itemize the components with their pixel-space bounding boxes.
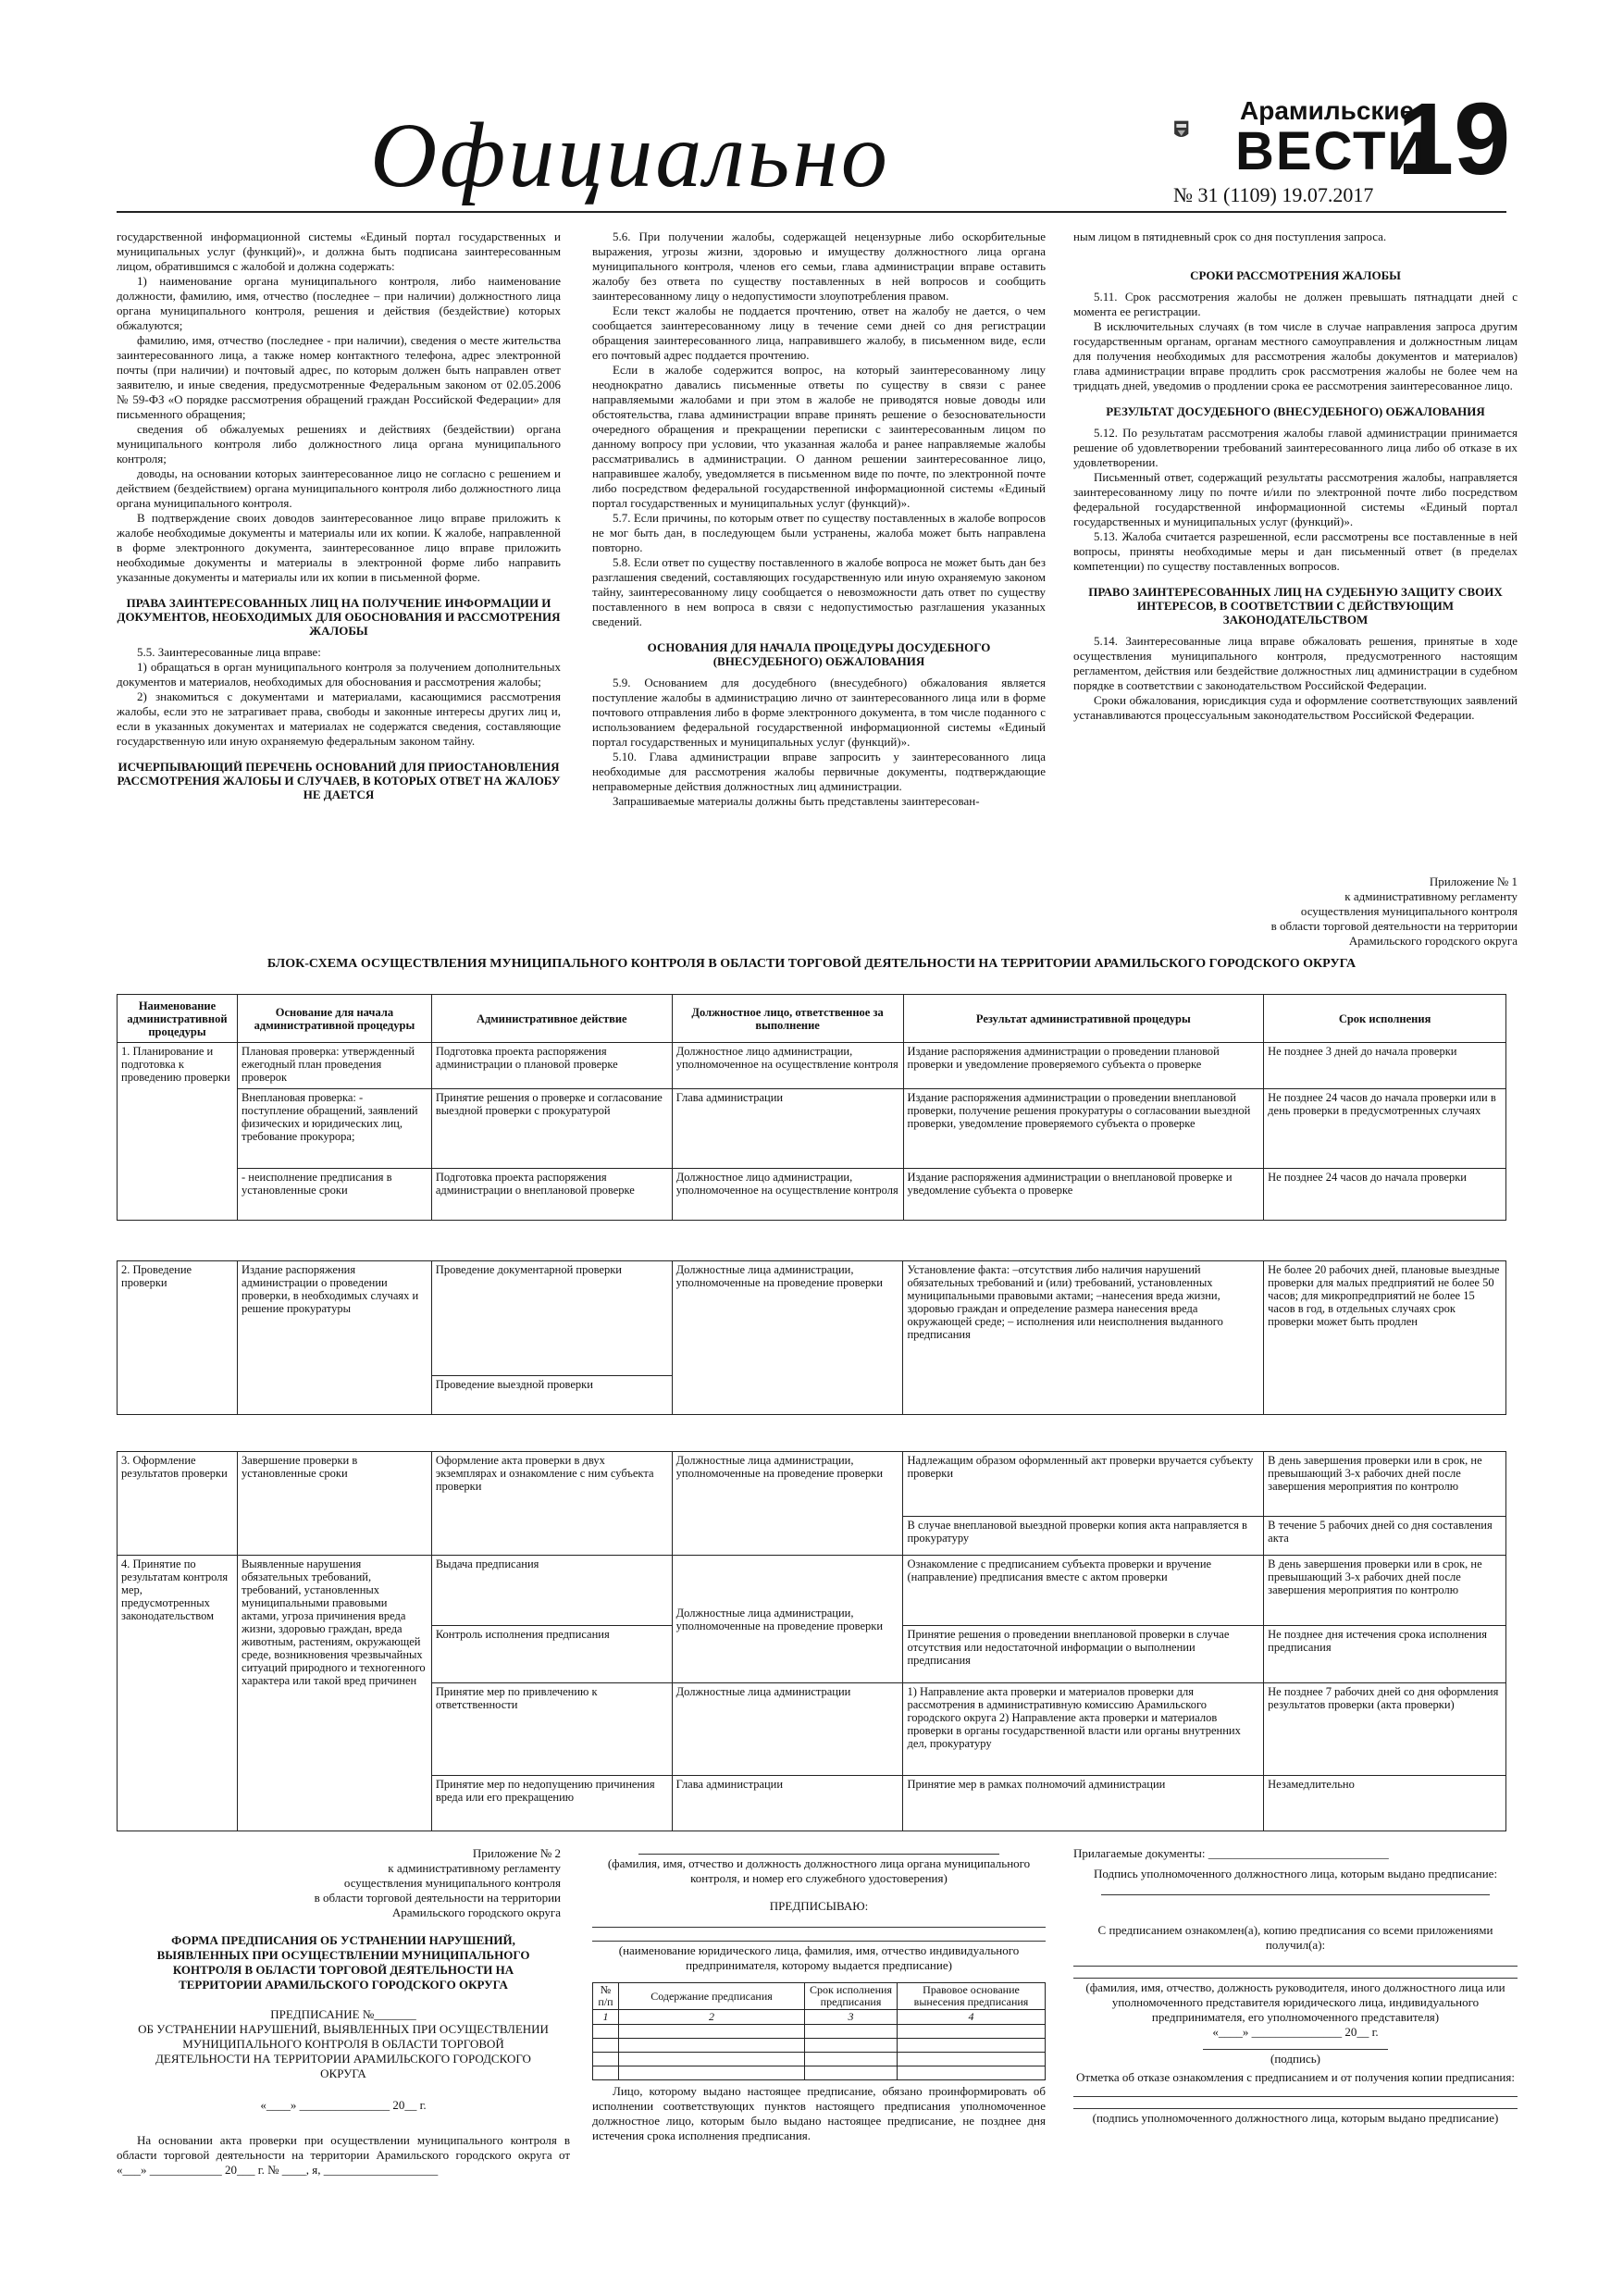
paragraph: ным лицом в пятидневный срок со дня поступления запроса. — [1073, 230, 1387, 243]
order-date: «____» _______________ 20__ г. — [260, 2098, 427, 2112]
procedure-cell: 4. Принятие по результатам контроля мер, предусмотренных законодательством — [118, 1556, 238, 1831]
result-cell: Издание распоряжения администрации о проведении внеплановой проверки, получение решения прокуратуры о согласовании выездной проверки, уведомление проверяемого субъекта о проверке — [903, 1089, 1264, 1169]
blank-line — [638, 1854, 999, 1855]
term-cell: Незамедлительно — [1264, 1776, 1506, 1831]
result-cell: 1) Направление акта проверки и материалов проверки для рассмотрения в административную комиссию Арамильского городского округа 2) Направление акта проверки и материалов проверки в органы государственной власти или органы внутренних дел, прокуратуру — [903, 1683, 1264, 1776]
paragraph: В исключительных случаях (в том числе в случае направления запроса другим государственным органам, органам местного самоуправления и должностным лицам для получения необходимых для рассмотрения жалобы документов и материалов) глава администрации вправе продлить срок рассмотрения жалобы не более чем на тридцать дней, уведомив о продлении срока ее рассмотрения заинтересованное лицо. — [1073, 319, 1518, 392]
section-heading: РЕЗУЛЬТАТ ДОСУДЕБНОГО (ВНЕСУДЕБНОГО) ОБЖАЛОВАНИЯ — [1106, 404, 1485, 418]
header-action: Административное действие — [431, 995, 672, 1043]
appendix-line: осуществления муниципального контроля — [1300, 904, 1518, 918]
paragraph: В подтверждение своих доводов заинтересованное лицо вправе приложить к жалобе необходимые документы и материалы или их копии. К жалобе, направленной в форме электронного документа, заинтересованное лицо вправе приложить необходимые документы и материалы в электронной форме либо направить указанные документы и материалы или их копии в письменной форме. — [117, 511, 561, 584]
appendix-line: Приложение № 1 — [1429, 875, 1518, 888]
header-basis: Основание для начала административной процедуры — [237, 995, 431, 1043]
term-cell: Не позднее 7 рабочих дней со дня оформления результатов проверки (акта проверки) — [1264, 1683, 1506, 1776]
blank-line — [1203, 2049, 1388, 2050]
result-cell: Принятие решения о проведении внеплановой проверки в случае отсутствия или недостаточной информации о выполнении предписания — [903, 1626, 1264, 1683]
action-cell: Подготовка проекта распоряжения администрации о плановой проверке — [431, 1043, 672, 1089]
prescription-signature-block — [1073, 1846, 1518, 2126]
paragraph: 5.11. Срок рассмотрения жалобы не должен превышать пятнадцати дней с момента ее регистрации. — [1073, 290, 1518, 318]
appendix-line: Арамильского городского округа — [391, 1905, 561, 1919]
paragraph: 5.13. Жалоба считается разрешенной, если рассмотрены все поставленные в ней вопросы, приняты необходимые меры и дан письменный ответ (в пределах компетенции) по существу поставленных вопросов. — [1073, 529, 1518, 573]
result-cell: Принятие мер в рамках полномочий администрации — [903, 1776, 1264, 1831]
paragraph: Запрашиваемые материалы должны быть представлены заинтересован- — [613, 794, 980, 808]
appendix-line: в области торговой деятельности на территории — [1270, 919, 1518, 933]
issue-number: № 31 (1109) 19.07.2017 — [1173, 183, 1374, 206]
table-row — [118, 1556, 1506, 1626]
blank-line — [592, 1927, 1046, 1928]
basis-cell: Плановая проверка: утвержденный ежегодный план проведения проверок — [237, 1043, 431, 1089]
column-number: 2 — [619, 2010, 805, 2025]
header-proc: Наименование административной процедуры — [118, 995, 238, 1043]
action-cell: Проведение документарной проверки — [431, 1261, 672, 1376]
column-number: 3 — [805, 2010, 898, 2025]
text-column-2 — [592, 230, 1046, 877]
table-row — [118, 1452, 1506, 1517]
term-cell: Не более 20 рабочих дней, плановые выездные проверки для малых предприятий не более 50 часов; для микропредприятий не более 15 часов в год, в отдельных случаях срок проверки может быть продлен — [1264, 1261, 1506, 1415]
signature-caption: (подпись) — [1270, 2052, 1320, 2066]
flowchart-table-stage-3-4 — [117, 1451, 1506, 1831]
term-cell: В день завершения проверки или в срок, не превышающий 3-х рабочих дней после завершения мероприятия по контролю — [1264, 1556, 1506, 1626]
section-heading: СРОКИ РАССМОТРЕНИЯ ЖАЛОБЫ — [1190, 268, 1401, 282]
paragraph: 5.14. Заинтересованные лица вправе обжаловать решения, принятые в ходе осуществления муниципального контроля, предусмотренного настоящим регламентом, действия или бездействие должностных лиц администрации в судебном порядке в соответствии с законодательством Российской Федерации. — [1073, 634, 1518, 692]
action-cell: Контроль исполнения предписания — [431, 1626, 672, 1683]
blank-line — [1073, 1978, 1518, 1979]
table-row — [118, 1261, 1506, 1376]
result-cell: Надлежащим образом оформленный акт проверки вручается субъекту проверки — [903, 1452, 1264, 1517]
newspaper-city: Арамильские — [1240, 96, 1415, 125]
paragraph: Если в жалобе содержится вопрос, на который заинтересованному лицу неоднократно давались письменные ответы по существу в связи с ранее направляемыми жалобами и при этом в жалобе не приводятся новые доводы или обстоятельства, глава администрации вправе принять решение о безосновательности очередного обращения и прекращении переписки с заинтересованным лицом по данному вопросу при условии, что указанная жалоба и ранее направляемые жалобы рассматривались в администрации. О данном решении заинтересованное лицо, направившее жалобу, уведомляется в письменном виде по почте, по электронной почте либо посредством федеральной государственной информационной системы «Единый портал государственных и муниципальных услуг (функций)». — [592, 363, 1046, 510]
text-column-1 — [117, 230, 561, 877]
result-cell: В случае внеплановой выездной проверки копия акта направляется в прокуратуру — [903, 1517, 1264, 1556]
paragraph: 5.9. Основанием для досудебного (внесудебного) обжалования является поступление жалобы в администрацию лично от заинтересованного лица или в форме почтового отправления либо в форме электронного документа, в том числе поданного с использованием федеральной государственной информационной системы «Единый портал государственных и муниципальных услуг (функций)». — [592, 676, 1046, 749]
order-title: ОБ УСТРАНЕНИИ НАРУШЕНИЙ, ВЫЯВЛЕННЫХ ПРИ ОСУЩЕСТВЛЕНИИ МУНИЦИПАЛЬНОГО КОНТРОЛЯ В ОБЛАСТИ ТОРГОВОЙ ДЕЯТЕЛЬНОСТИ НА ТЕРРИТОРИИ АРАМИЛЬСКОГО ГОРОДСКОГО ОКРУГА — [138, 2022, 549, 2080]
paragraph: 5.10. Глава администрации вправе запросить у заинтересованного лица необходимые для рассмотрения жалобы первичные документы, подтверждающие неправомерные действия должностных лиц администрации. — [592, 750, 1046, 793]
term-cell: Не позднее 3 дней до начала проверки — [1264, 1043, 1506, 1089]
official-signature-caption: (подпись уполномоченного должностного лица, которым выдано предписание) — [1092, 2111, 1499, 2125]
basis-cell: Выявленные нарушения обязательных требований, требований, установленных муниципальными правовыми актами, угроза причинения вреда жизни, здоровью граждан, вреда животным, растениям, окружающей среде, возникновения чрезвычайных ситуаций природного и техногенного характера или такой вред причинен — [237, 1556, 431, 1831]
official-cell: Глава администрации — [672, 1089, 903, 1169]
section-heading: ПРАВА ЗАИНТЕРЕСОВАННЫХ ЛИЦ НА ПОЛУЧЕНИЕ ИНФОРМАЦИИ И ДОКУМЕНТОВ, НЕОБХОДИМЫХ ДЛЯ ОБОСНОВАНИЯ И РАССМОТРЕНИЯ ЖАЛОБЫ — [117, 596, 561, 638]
appendix-line: осуществления муниципального контроля — [343, 1876, 561, 1890]
header-term: Срок исполнения — [1264, 995, 1506, 1043]
table-header-row — [593, 1983, 1046, 2010]
term-cell: Не позднее дня истечения срока исполнения предписания — [1264, 1626, 1506, 1683]
page-number: 19 — [1397, 82, 1511, 196]
table-row — [593, 2066, 1046, 2080]
table-row — [593, 2025, 1046, 2039]
paragraph: 1) наименование органа муниципального контроля, либо наименование должности, фамилию, имя, отчество (последнее – при наличии) должностного лица органа муниципального контроля, решения и действия (бездействие) которых обжалуются; — [117, 274, 561, 332]
header-result: Результат административной процедуры — [903, 995, 1264, 1043]
header-divider — [117, 211, 1506, 213]
prescription-middle-block — [592, 1846, 1046, 2143]
blank-line — [592, 1941, 1046, 1942]
appendix-line: в области торговой деятельности на территории — [314, 1891, 561, 1905]
official-cell: Должностные лица администрации, уполномоченные на проведение проверки — [672, 1261, 903, 1415]
appendix-line: Приложение № 2 — [472, 1846, 561, 1860]
prescription-table — [592, 1982, 1046, 2080]
action-cell: Выдача предписания — [431, 1556, 672, 1626]
paragraph: 5.7. Если причины, по которым ответ по существу поставленных в жалобе вопросов не мог быть дан, в последующем были устранены, жалоба может быть направлена повторно. — [592, 511, 1046, 554]
action-cell: Подготовка проекта распоряжения администрации о внеплановой проверке — [431, 1169, 672, 1221]
result-cell: Издание распоряжения администрации о внеплановой проверке и уведомление субъекта о проверке — [903, 1169, 1264, 1221]
basis-cell: Внеплановая проверка: - поступление обращений, заявлений физических и юридических лиц, требование прокурора; — [237, 1089, 431, 1169]
result-cell: Установление факта: –отсутствия либо наличия нарушений обязательных требований и (или) требований, установленных муниципальными правовыми актами; –нанесения вреда жизни, здоровью граждан и определение размера нанесения вреда окружающей среде; – исполнения или неисполнения выданного предписания — [903, 1261, 1264, 1415]
procedure-cell: 3. Оформление результатов проверки — [118, 1452, 238, 1556]
flowchart-title: БЛОК-СХЕМА ОСУЩЕСТВЛЕНИЯ МУНИЦИПАЛЬНОГО КОНТРОЛЯ В ОБЛАСТИ ТОРГОВОЙ ДЕЯТЕЛЬНОСТИ НА ТЕРРИТОРИИ АРАМИЛЬСКОГО ГОРОДСКОГО ОКРУГА — [266, 957, 1357, 971]
column-number: 1 — [593, 2010, 619, 2025]
header-official: Должностное лицо, ответственное за выполнение — [672, 995, 903, 1043]
action-cell: Проведение выездной проверки — [431, 1376, 672, 1415]
official-cell: Должностное лицо администрации, уполномоченное на осуществление контроля — [672, 1043, 903, 1089]
paragraph: Сроки обжалования, юрисдикция суда и оформление соответствующих заявлений устанавливаются процессуальным законодательством Российской Федерации. — [1073, 693, 1518, 722]
table-row — [118, 1043, 1506, 1089]
flowchart-table-stage-1 — [117, 994, 1506, 1221]
city-emblem-icon — [1173, 93, 1231, 168]
paragraph: 5.8. Если ответ по существу поставленного в жалобе вопроса не может быть дан без разглашения сведений, составляющих государственную или иную охраняемую законом тайну, заинтересованному лицу сообщается о невозможности дать ответ по существу поставленного в нем вопроса в связи с недопустимостью разглашения указанных сведений. — [592, 555, 1046, 628]
appendix-2-caption — [117, 1846, 570, 1920]
column-number: 4 — [898, 2010, 1046, 2025]
term-cell: В день завершения проверки или в срок, не превышающий 3-х рабочих дней после завершения мероприятия по контролю — [1264, 1452, 1506, 1517]
action-cell: Принятие решения о проверке и согласование выездной проверки с прокуратурой — [431, 1089, 672, 1169]
form-title: ФОРМА ПРЕДПИСАНИЯ ОБ УСТРАНЕНИИ НАРУШЕНИЙ, ВЫЯВЛЕННЫХ ПРИ ОСУЩЕСТВЛЕНИИ МУНИЦИПАЛЬНОГО КОНТРОЛЯ В ОБЛАСТИ ТОРГОВОЙ ДЕЯТЕЛЬНОСТИ НА ТЕРРИТОРИИ АРАМИЛЬСКОГО ГОРОДСКОГО ОКРУГА — [156, 1933, 530, 1992]
acquainted-date: «____» _______________ 20__ г. — [1212, 2025, 1379, 2039]
paragraph: 5.6. При получении жалобы, содержащей нецензурные либо оскорбительные выражения, угрозы жизни, здоровью и имуществу должностного лица органа муниципального контроля, членов его семьи, глава администрации вправе оставить жалобу без ответа по существу поставленных в ней вопросов и сообщить заинтересованному лицу о недопустимости злоупотребления правом. — [592, 230, 1046, 303]
header-no: № п/п — [593, 1983, 619, 2010]
table-row — [593, 2039, 1046, 2053]
action-cell: Оформление акта проверки в двух экземплярах и ознакомление с ним субъекта проверки — [431, 1452, 672, 1556]
table-header-row — [118, 995, 1506, 1043]
order-basis: На основании акта проверки при осуществлении муниципального контроля в области торговой деятельности на территории Арамильского городского округа от «___» ____________ 20___ г. № ____, я, ___________________ — [117, 2133, 570, 2177]
official-cell: Глава администрации — [672, 1776, 903, 1831]
basis-cell: Издание распоряжения администрации о проведении проверки, в необходимых случаях и решение прокуратуры — [237, 1261, 431, 1415]
table-row — [593, 2053, 1046, 2066]
appendix-line: к административному регламенту — [388, 1861, 561, 1875]
term-cell: Не позднее 24 часов до начала проверки — [1264, 1169, 1506, 1221]
blank-line — [1073, 1966, 1518, 1967]
paragraph: Если текст жалобы не поддается прочтению, ответ на жалобу не дается, о чем сообщается заинтересованному лицу в течение семи дней со дня регистрации обращения заинтересованного лица, направившего жалобу, в письменном виде, если его почтовый адрес поддается прочтению. — [592, 304, 1046, 362]
paragraph: 5.12. По результатам рассмотрения жалобы главой администрации принимается решение об удовлетворении требований заинтересованного лица либо об отказе в их удовлетворении. — [1073, 426, 1518, 469]
person-caption: (фамилия, имя, отчество, должность руководителя, иного должностного лица или уполномоченного представителя юридического лица, индивидуального предпринимателя, его уполномоченного представителя) — [1085, 1980, 1505, 2024]
prescribe-heading: ПРЕДПИСЫВАЮ: — [769, 1899, 869, 1913]
paragraph: 1) обращаться в орган муниципального контроля за получением дополнительных документов и материалов, необходимых для обоснования и рассмотрения жалобы; — [117, 660, 561, 689]
section-heading: ОСНОВАНИЯ ДЛЯ НАЧАЛА ПРОЦЕДУРЫ ДОСУДЕБНОГО (ВНЕСУДЕБНОГО) ОБЖАЛОВАНИЯ — [647, 640, 991, 668]
entity-caption: (наименование юридического лица, фамилия, имя, отчество индивидуального предпринимателя, которому выдается предписание) — [618, 1943, 1020, 1972]
refusal-label: Отметка об отказе ознакомления с предписанием и от получения копии предписания: — [1076, 2070, 1515, 2084]
procedure-cell: 2. Проведение проверки — [118, 1261, 238, 1415]
paragraph: 2) знакомиться с документами и материалами, касающимися рассмотрения жалобы, если это не затрагивает права, свободы и законные интересы других лиц и, если в указанных документах и материалах не содержатся сведения, составляющие государственную или иную охраняемую федеральным законом тайну. — [117, 689, 561, 748]
basis-cell: Завершение проверки в установленные сроки — [237, 1452, 431, 1556]
table-row — [593, 2010, 1046, 2025]
order-number: ПРЕДПИСАНИЕ №_______ — [270, 2007, 416, 2021]
official-caption: (фамилия, имя, отчество и должность должностного лица органа муниципального контроля, и номер его служебного удостоверения) — [607, 1856, 1031, 1885]
section-title: Официально — [370, 104, 890, 206]
attached-documents: Прилагаемые документы: ______________________________ — [1073, 1846, 1389, 1860]
official-cell: Должностные лица администрации — [672, 1683, 903, 1776]
appendix-1-caption — [1157, 875, 1518, 949]
official-cell: Должностное лицо администрации, уполномоченное на осуществление контроля — [672, 1169, 903, 1221]
procedure-cell: 1. Планирование и подготовка к проведению проверки — [118, 1043, 238, 1221]
basis-cell: - неисполнение предписания в установленные сроки — [237, 1169, 431, 1221]
term-cell: Не позднее 24 часов до начала проверки или в день проверки в предусмотренных случаях — [1264, 1089, 1506, 1169]
appendix-line: к административному регламенту — [1344, 889, 1518, 903]
table-row — [118, 1089, 1506, 1169]
action-cell: Принятие мер по привлечению к ответственности — [431, 1683, 672, 1776]
action-cell: Принятие мер по недопущению причинения вреда или его прекращению — [431, 1776, 672, 1831]
prescription-footnote: Лицо, которому выдано настоящее предписание, обязано проинформировать об исполнении соответствующих пунктов настоящего предписания уполномоченное должностное лицо, которым было выдано настоящее предписание, не позднее дня истечения срока исполнения предписания. — [592, 2084, 1046, 2142]
term-cell: В течение 5 рабочих дней со дня составления акта — [1264, 1517, 1506, 1556]
text-column-3 — [1073, 230, 1518, 877]
header-legal: Правовое основание вынесения предписания — [898, 1983, 1046, 2010]
appendix-line: Арамильского городского округа — [1348, 934, 1518, 948]
paragraph: доводы, на основании которых заинтересованное лицо не согласно с решением и действием (бездействием) органа муниципального контроля либо должностного лица органа муниципального контроля. — [117, 466, 561, 510]
paragraph: сведения об обжалуемых решениях и действиях (бездействии) органа муниципального контроля либо должностного лица органа муниципального контроля; — [117, 422, 561, 465]
blank-line — [1073, 2096, 1518, 2097]
paragraph: Письменный ответ, содержащий результаты рассмотрения жалобы, направляется заинтересованному лицу по почте и/или по электронной почте либо посредством федеральной государственной информационной системы «Единый портал государственных и муниципальных услуг (функций)». — [1073, 470, 1518, 528]
header-term: Срок исполнения предписания — [805, 1983, 898, 2010]
table-row — [118, 1169, 1506, 1221]
section-heading: ИСЧЕРПЫВАЮЩИЙ ПЕРЕЧЕНЬ ОСНОВАНИЙ ДЛЯ ПРИОСТАНОВЛЕНИЯ РАССМОТРЕНИЯ ЖАЛОБЫ И СЛУЧАЕВ, В КОТОРЫХ ОТВЕТ НА ЖАЛОБУ НЕ ДАЕТСЯ — [117, 760, 561, 801]
blank-line — [1101, 1894, 1490, 1895]
paragraph: государственной информационной системы «Единый портал государственных и муниципальных услуг (функций)», и должна быть подписана заинтересованным лицом, обратившимся с жалобой и должна содержать: — [117, 230, 561, 273]
blank-line — [1073, 2108, 1518, 2109]
official-cell: Должностные лица администрации, уполномоченные на проведение проверки — [672, 1556, 903, 1683]
result-cell: Ознакомление с предписанием субъекта проверки и вручение (направление) предписания вместе с актом проверки — [903, 1556, 1264, 1626]
flowchart-table-stage-2 — [117, 1260, 1506, 1415]
result-cell: Издание распоряжения администрации о проведении плановой проверки и уведомление проверяемого субъекта о проверке — [903, 1043, 1264, 1089]
paragraph: фамилию, имя, отчество (последнее - при наличии), сведения о месте жительства заинтересованного лица, а также номер контактного телефона, адрес электронной почты (при наличии) и почтовый адрес, по которым должен быть направлен ответ заявителю, и иные сведения, предусмотренные Федеральным законом от 02.05.2006 № 59-ФЗ «О порядке рассмотрения обращений граждан Российской Федерации» для письменного обращения; — [117, 333, 561, 421]
header-content: Содержание предписания — [619, 1983, 805, 2010]
paragraph: 5.5. Заинтересованные лица вправе: — [137, 645, 321, 659]
section-heading: ПРАВО ЗАИНТЕРЕСОВАННЫХ ЛИЦ НА СУДЕБНУЮ ЗАЩИТУ СВОИХ ИНТЕРЕСОВ, В СООТВЕТСТВИИ С ДЕЙСТВУЮЩИМ ЗАКОНОДАТЕЛЬСТВОМ — [1088, 585, 1503, 627]
official-signature-label: Подпись уполномоченного должностного лица, которым выдано предписание: — [1093, 1867, 1498, 1880]
official-cell: Должностные лица администрации, уполномоченные на проведение проверки — [672, 1452, 903, 1556]
acquainted-label: С предписанием ознакомлен(а), копию предписания со всеми приложениями получил(а): — [1097, 1923, 1493, 1952]
appendix-2-block — [117, 1846, 570, 2178]
newspaper-name: ВЕСТИ — [1235, 121, 1429, 181]
